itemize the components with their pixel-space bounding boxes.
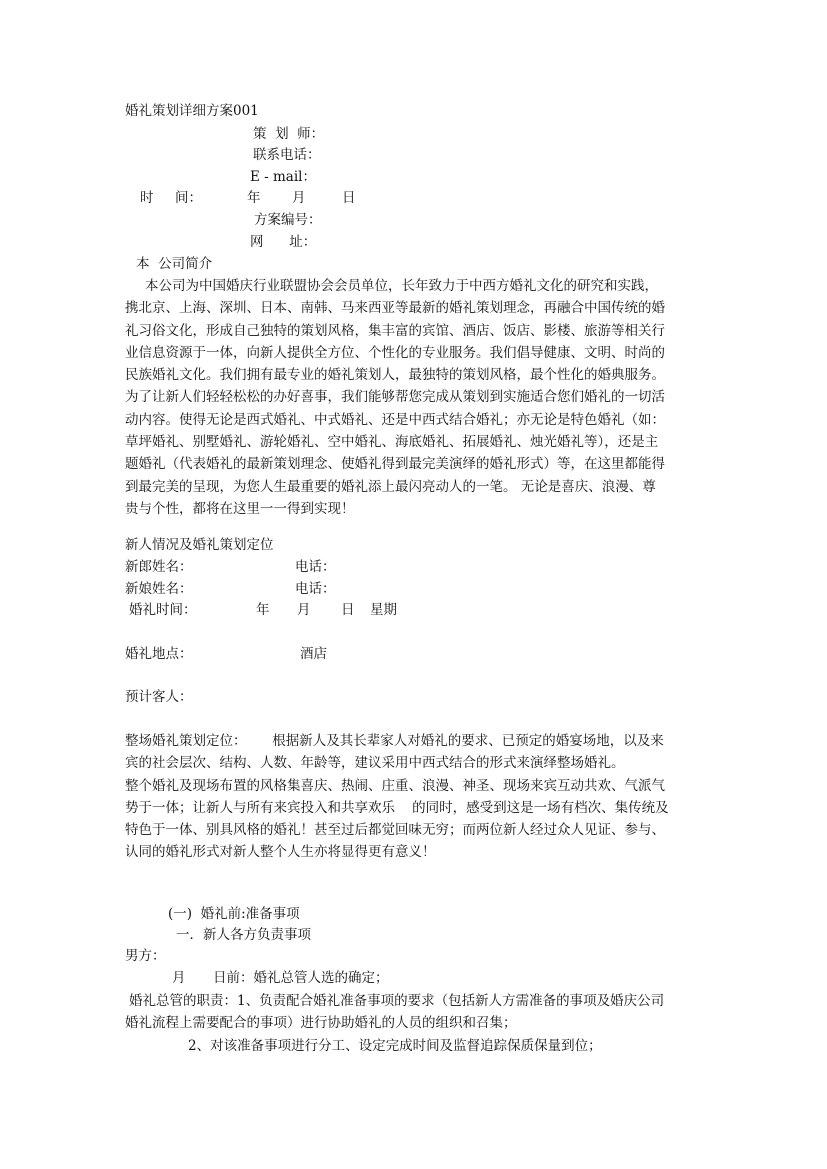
prep-section-heading: (一) 婚礼前:准备事项 xyxy=(168,906,300,922)
venue-field: 婚礼地点： xyxy=(125,646,193,662)
groom-name-field: 新郎姓名： xyxy=(125,559,193,575)
couple-heading: 新人情况及婚礼策划定位 xyxy=(125,537,274,553)
planner-field: 策 划 师： xyxy=(253,126,325,142)
time-month: 月 xyxy=(292,190,306,206)
duty-line: 婚礼流程上需要配合的事项）进行协助婚礼的人员的组织和召集； xyxy=(125,1015,517,1031)
wedding-time-month: 月 xyxy=(297,602,311,618)
positioning-line: 特色于一体、别具风格的婚礼！甚至过后都觉回味无穷；而两位新人经过众人见证、参与、 xyxy=(125,822,665,839)
time-day: 日 xyxy=(342,190,356,206)
intro-line: 礼习俗文化，形成自己独特的策划风格，集丰富的宾馆、酒店、饭店、影楼、旅游等相关行 xyxy=(125,322,665,339)
positioning-line: 势于一体；让新人与所有来宾投入和共享欢乐 的同时，感受到这是一场有档次、集传统及 xyxy=(125,799,669,816)
bride-name-field: 新娘姓名： xyxy=(125,581,193,597)
time-label: 时 间： xyxy=(140,190,202,206)
intro-line: 业信息资源于一体，向新人提供全方位、个性化的专业服务。我们倡导健康、文明、时尚的 xyxy=(125,344,665,361)
email-field: E - mail： xyxy=(250,169,316,185)
positioning-line: 认同的婚礼形式对新人整个人生亦将显得更有意义！ xyxy=(125,844,436,861)
intro-line: 草坪婚礼、别墅婚礼、游轮婚礼、空中婚礼、海底婚礼、拓展婚礼、烛光婚礼等），还是主 xyxy=(125,434,659,451)
time-year: 年 xyxy=(247,190,261,206)
wedding-time-field: 婚礼时间： xyxy=(129,602,197,618)
wedding-time-day: 日 xyxy=(341,602,355,618)
duty-line: 婚礼总管的职责：1、负责配合婚礼准备事项的要求（包括新人方需准备的事项及婚庆公司 xyxy=(129,993,665,1009)
positioning-line: 整个婚礼及现场布置的风格集喜庆、热闹、庄重、浪漫、神圣、现场来宾互动共欢、气派气 xyxy=(125,777,665,794)
intro-line: 动内容。使得无论是西式婚礼、中式婚礼、还是中西式结合婚礼；亦无论是特色婚礼（如： xyxy=(125,411,665,428)
prep-day-before: 日前：婚礼总管人选的确定； xyxy=(213,970,389,986)
intro-line: 为了让新人们轻轻松松的办好喜事，我们能够帮您完成从策划到实施适合您们婚礼的一切活 xyxy=(125,389,665,406)
wedding-time-week: 星期 xyxy=(370,602,397,618)
intro-line: 本公司为中国婚庆行业联盟协会会员单位，长年致力于中西方婚礼文化的研究和实践， xyxy=(145,278,658,294)
intro-paragraph xyxy=(125,275,705,520)
party-groom: 男方： xyxy=(125,948,166,964)
venue-hotel: 酒店 xyxy=(300,646,327,662)
website-field: 网 址： xyxy=(250,234,317,250)
positioning-line: 整场婚礼策划定位： 根据新人及其长辈家人对婚礼的要求、已预定的婚宴场地，以及来 xyxy=(125,733,664,749)
prep-sub-heading: 一．新人各方负责事项 xyxy=(176,927,311,943)
wedding-time-year: 年 xyxy=(256,602,270,618)
bride-phone-field: 电话： xyxy=(295,581,336,597)
plan-number-field: 方案编号： xyxy=(254,212,322,228)
intro-line: 民族婚礼文化。我们拥有最专业的婚礼策划人，最独特的策划风格，最个性化的婚典服务。 xyxy=(125,367,665,384)
intro-heading: 本 公司简介 xyxy=(136,256,213,272)
document-title: 婚礼策划详细方案001 xyxy=(125,103,259,119)
duty-line: 2、对该准备事项进行分工、设定完成时间及监督追踪保质保量到位； xyxy=(188,1038,602,1054)
groom-phone-field: 电话： xyxy=(295,559,336,575)
guests-field: 预计客人： xyxy=(125,689,193,705)
prep-month: 月 xyxy=(172,970,186,986)
intro-line: 题婚礼（代表婚礼的最新策划理念、使婚礼得到最完美演绎的婚礼形式）等，在这里都能得 xyxy=(125,456,665,473)
phone-field: 联系电话： xyxy=(253,147,321,163)
positioning-paragraph xyxy=(125,730,705,864)
positioning-line: 宾的社会层次、结构、人数、年龄等，建议采用中西式结合的形式来演绎整场婚礼。 xyxy=(125,755,625,772)
intro-line: 贵与个性，都将在这里一一得到实现！ xyxy=(125,500,355,517)
intro-line: 携北京、上海、深圳、日本、南韩、马来西亚等最新的婚礼策划理念，再融合中国传统的婚 xyxy=(125,300,665,317)
intro-line: 到最完美的呈现，为您人生最重要的婚礼添上最闪亮动人的一笔。 无论是喜庆、浪漫、尊 xyxy=(125,478,656,495)
